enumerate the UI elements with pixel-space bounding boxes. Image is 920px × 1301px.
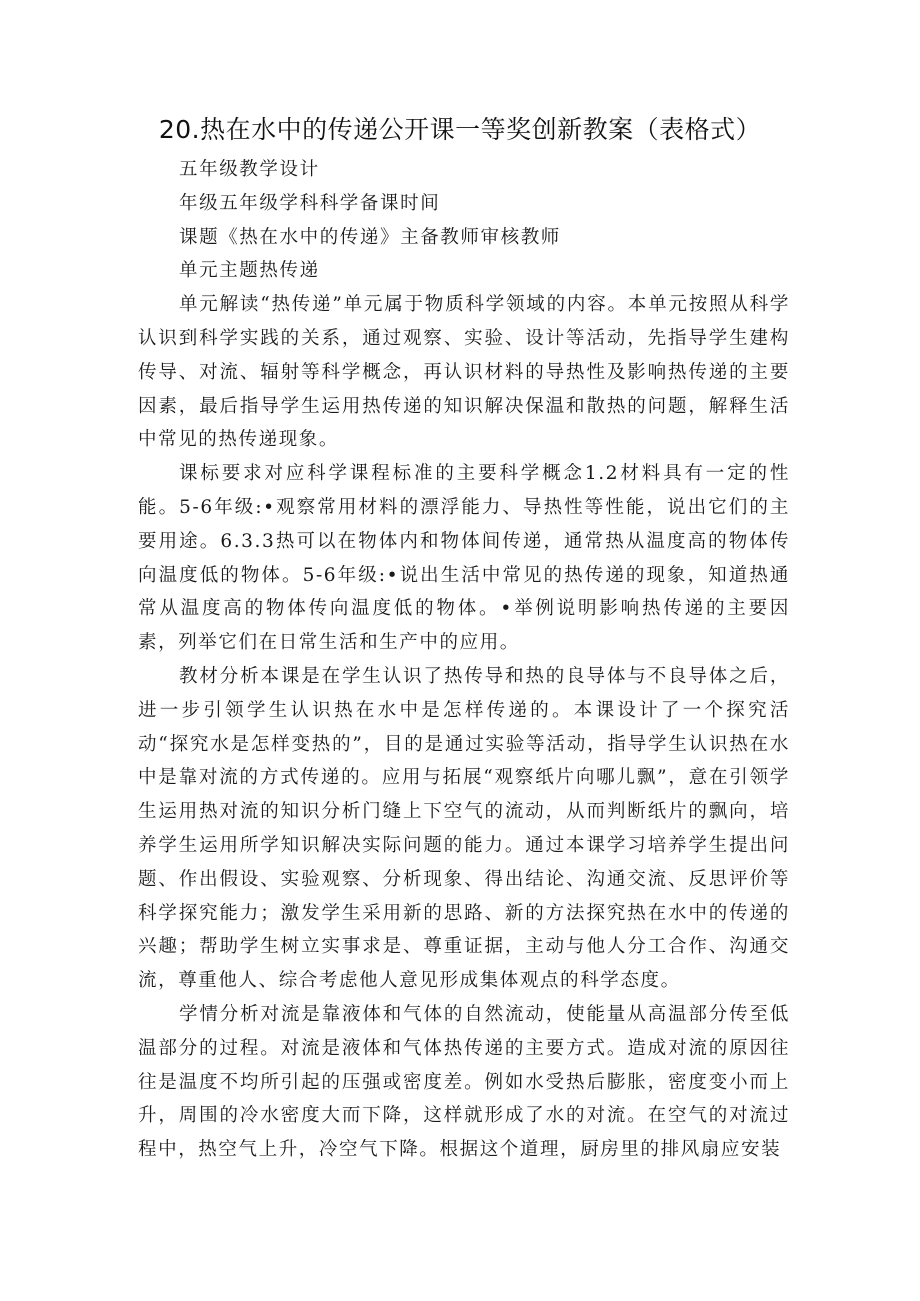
header-line-topic: 课题《热在水中的传递》主备教师审核教师: [179, 226, 561, 248]
header-line-grade-subject: 年级五年级学科科学备课时间: [179, 192, 441, 214]
header-line-grade-design: 五年级教学设计: [179, 159, 320, 180]
paragraph-textbook-analysis: 教材分析本课是在学生认识了热传导和热的良导体与不良导体之后，进一步引领学生认识热在水中是怎样传递的。本课设计了一个探究活动“探究水是怎样变热的”，目的是通过实验等活动，指导学生认识热在水中是靠对流的方式传递的。应用与拓展“观察纸片向哪儿飘”，意在引领学生运用热对流的知识分析门缝上下空气的流动，从而判断纸片的飘向，培养学生运用所学知识解决实际问题的能力。通过本课学习培养学生提出问题、作出假设、实验观察、分析现象、得出结论、沟通交流、反思评价等科学探究能力；激发学生采用新的思路、新的方法探究热在水中的传递的兴趣；帮助学生树立实事求是、尊重证据，主动与他人分工合作、沟通交流，尊重他人、综合考虑他人意见形成集体观点的科学态度。: [138, 665, 790, 992]
paragraph-unit-interpretation: 单元解读“热传递”单元属于物质科学领域的内容。本单元按照从科学认识到科学实践的关系，通过观察、实验、设计等活动，先指导学生建构传导、对流、辐射等科学概念，再认识材料的导热性及影响热传递的主要因素，最后指导学生运用热传递的知识解决保温和散热的问题，解释生活中常见的热传递现象。: [138, 294, 790, 451]
header-line-unit-theme: 单元主题热传递: [179, 260, 320, 282]
paragraph-student-analysis: 学情分析对流是靠液体和气体的自然流动，使能量从高温部分传至低温部分的过程。对流是液体和气体热传递的主要方式。造成对流的原因往往是温度不均所引起的压强或密度差。例如水受热后膨胀，密度变小而上升，周围的冷水密度大而下降，这样就形成了水的对流。在空气的对流过程中，热空气上升，冷空气下降。根据这个道理，厨房里的排风扇应安装: [138, 1003, 790, 1161]
document-body: [138, 153, 790, 1167]
document-title: 20.热在水中的传递公开课一等奖创新教案（表格式）: [158, 115, 762, 144]
paragraph-curriculum-requirements: 课标要求对应科学课程标准的主要科学概念1.2材料具有一定的性能。5-6年级:•观察常用材料的漂浮能力、导热性等性能，说出它们的主要用途。6.3.3热可以在物体内和物体间传递，通常热从温度高的物体传向温度低的物体。5-6年级:•说出生活中常见的热传递的现象，知道热通常从温度高的物体传向温度低的物体。•举例说明影响热传递的主要因素，列举它们在日常生活和生产中的应用。: [138, 463, 790, 654]
